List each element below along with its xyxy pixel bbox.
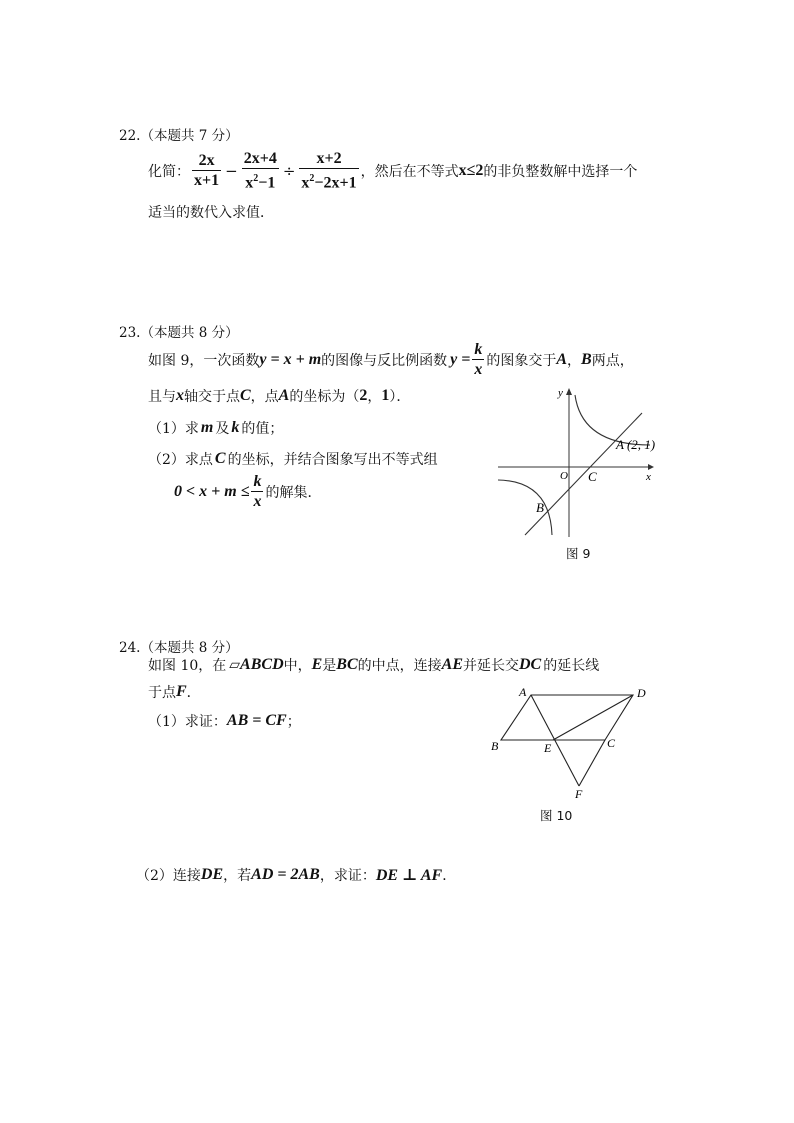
q23-header: 23.（本题共 8 分） bbox=[119, 325, 239, 341]
q23-k-over-x: $\frac{k}{x}$ bbox=[474, 341, 483, 378]
point-b-label: B bbox=[536, 500, 544, 515]
q22-fraction-2: $\frac{2x+4}{x^2-1}$ bbox=[243, 150, 277, 192]
q22-tail-text: 的非负整数解中选择一个 bbox=[483, 163, 638, 180]
q23-inequality-system: 0 < x + m ≤ $\frac{k}{x}$ 的解集． bbox=[174, 473, 322, 510]
label-c: C bbox=[607, 736, 616, 750]
q22-mid-text: ，然后在不等式 bbox=[360, 163, 459, 180]
figure-10-caption: 图 10 bbox=[540, 808, 573, 823]
origin-label: O bbox=[560, 470, 568, 482]
q23-line-2: 且与 x 轴交于点 C ，点 A 的坐标为（ 2 ， 1 ）． bbox=[148, 387, 411, 405]
point-c-label: C bbox=[588, 469, 597, 484]
q24-header: 24.（本题共 8 分） bbox=[119, 640, 239, 656]
q22-prefix: 化简： bbox=[148, 163, 190, 180]
y-label: y bbox=[558, 387, 563, 399]
q23-part-1: （1）求 m 及 k 的值； bbox=[148, 419, 284, 437]
q23-linear-function: y = x + m bbox=[259, 350, 322, 368]
linear-function-line bbox=[525, 413, 642, 535]
label-e: E bbox=[544, 741, 552, 755]
q22-expression bbox=[148, 149, 637, 192]
q22-fraction-1: $\frac{2x}{x+1}$ bbox=[194, 152, 220, 190]
segment-de bbox=[553, 695, 633, 740]
q24-line-2: 于点 F ． bbox=[148, 683, 201, 701]
label-f: F bbox=[575, 787, 583, 801]
q22-header: 22.（本题共 7 分） bbox=[119, 128, 239, 144]
parallelogram-symbol: ▱ bbox=[229, 657, 241, 673]
point-a-label: A (2, 1) bbox=[616, 437, 656, 452]
q22-inequality: x≤2 bbox=[458, 161, 484, 179]
label-d: D bbox=[637, 686, 646, 700]
q24-part-2: （2）连接 DE ，若 AD = 2AB ，求证： DE ⊥ AF ． bbox=[136, 866, 457, 884]
figure-10-parallelogram bbox=[485, 683, 660, 803]
q22-fraction-3: $\frac{x+2}{x^2-2x+1}$ bbox=[301, 150, 357, 192]
q22-divide: ÷ bbox=[282, 161, 296, 180]
x-axis-arrow bbox=[648, 464, 654, 470]
label-a: A bbox=[519, 685, 527, 699]
q22-line-2: 适当的数代入求值． bbox=[148, 205, 274, 221]
q23-part-2: （2）求点 C 的坐标，并结合图象写出不等式组 bbox=[148, 450, 438, 468]
figure-9-graph bbox=[490, 385, 670, 545]
parallelogram-abcd bbox=[501, 695, 633, 740]
q24-part-1: （1）求证： AB = CF ； bbox=[148, 712, 301, 730]
segment-cf bbox=[579, 740, 605, 786]
label-b: B bbox=[491, 739, 499, 753]
figure-9-caption: 图 9 bbox=[566, 546, 591, 561]
x-label: x bbox=[646, 471, 651, 483]
y-axis-arrow bbox=[566, 388, 572, 395]
q23-line-1: 如图 9，一次函数 y = x + m 的图像与反比例函数 y = $\frac{k}{x}$ 的图象交于 A ， B 两点， bbox=[148, 341, 634, 378]
q22-minus: − bbox=[225, 161, 238, 180]
q24-line-1: 如图 10，在 ▱ ABCD 中， E 是 BC 的中点，连接 AE 并延长交 DC 的延长线 bbox=[148, 656, 600, 674]
